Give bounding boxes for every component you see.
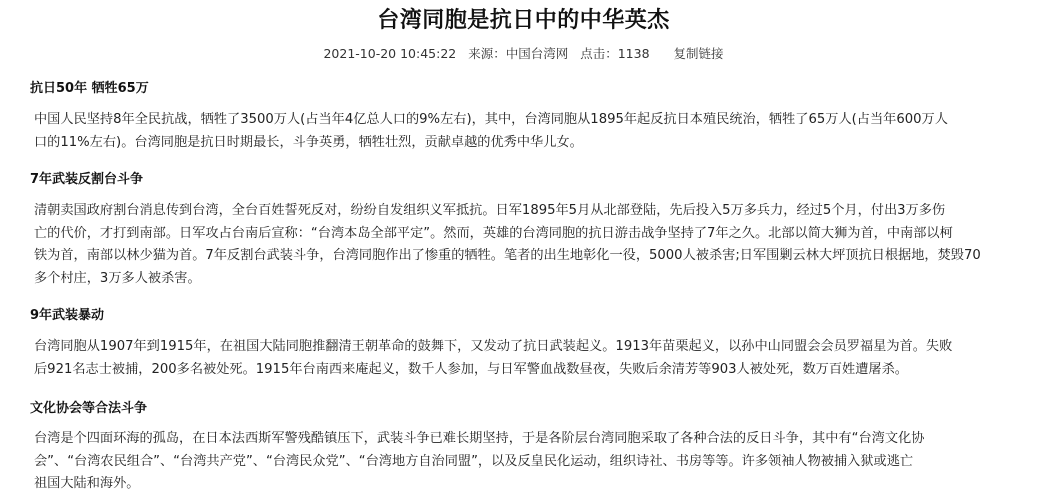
article-meta (0, 45, 1047, 63)
section-paragraph (34, 336, 1034, 381)
copy-link-button[interactable]: 复制链接 (673, 46, 724, 61)
section-heading: 9年武装暴动 (30, 308, 105, 323)
publish-datetime: 2021-10-20 10:45:22 (323, 46, 457, 61)
section-heading: 7年武装反割台斗争 (30, 172, 144, 187)
paragraph-line: 清朝卖国政府割台消息传到台湾，全台百姓誓死反对，纷纷自发组织义军抵抗。日军1895年5月从北部登陆，先后投入5万多兵力，经过5个月，付出3万多伤 (34, 203, 946, 218)
paragraph-line: 台湾是个四面环海的孤岛，在日本法西斯军警残酷镇压下，武装斗争已难长期坚持，于是各阶层台湾同胞采取了各种合法的反日斗争，其中有“台湾文化协 (34, 431, 925, 446)
paragraph-line: 亡的代价，才打到南部。日军攻占台南后宣称：“台湾本岛全部平定”。然而，英雄的台湾同胞的抗日游击战争坚持了7年之久。北部以简大狮为首，中南部以柯 (34, 225, 953, 241)
section-paragraph (34, 200, 1034, 290)
paragraph-line: 多个村庄，3万多人被杀害。 (34, 270, 201, 286)
paragraph-line: 台湾同胞从1907年到1915年，在祖国大陆同胞推翻清王朝革命的鼓舞下，又发动了抗日武装起义。1913年苗栗起义，以孙中山同盟会会员罗福星为首。失败 (34, 339, 953, 354)
paragraph-line: 口的11%左右)。台湾同胞是抗日时期最长，斗争英勇，牺牲壮烈，贡献卓越的优秀中华儿女。 (34, 134, 583, 150)
section-paragraph (34, 109, 1034, 154)
section-heading: 文化协会等合法斗争 (30, 401, 148, 416)
paragraph-line: 后921名志士被捕，200多名被处死。1915年台南西来庵起义，数千人参加，与日军警血战数昼夜，失败后余清芳等903人被处死，数万百姓遭屠杀。 (34, 361, 908, 377)
section-heading: 抗日50年 牺牲65万 (30, 81, 149, 96)
article-title: 台湾同胞是抗日中的中华英杰 (377, 8, 670, 33)
paragraph-line: 会”、“台湾农民组合”、“台湾共产党”、“台湾民众党”、“台湾地方自治同盟”，以及反皇民化运动，组织诗社、书房等等。许多领袖人物被捕入狱或逃亡 (34, 453, 914, 469)
click-count: 点击：1138 (580, 46, 650, 61)
paragraph-line: 铁为首，南部以林少猫为首。7年反割台武装斗争，台湾同胞作出了惨重的牺牲。笔者的出生地彰化一役，5000人被杀害;日军围剿云林大坪顶抗日根据地，焚毁70 (34, 248, 981, 263)
article-source: 来源：中国台湾网 (468, 46, 569, 61)
paragraph-line: 祖国大陆和海外。 (34, 476, 140, 491)
paragraph-line: 中国人民坚持8年全民抗战，牺牲了3500万人(占当年4亿总人口的9%左右)，其中，台湾同胞从1895年起反抗日本殖民统治，牺牲了65万人(占当年600万人 (34, 112, 948, 127)
section-paragraph (34, 428, 1034, 496)
